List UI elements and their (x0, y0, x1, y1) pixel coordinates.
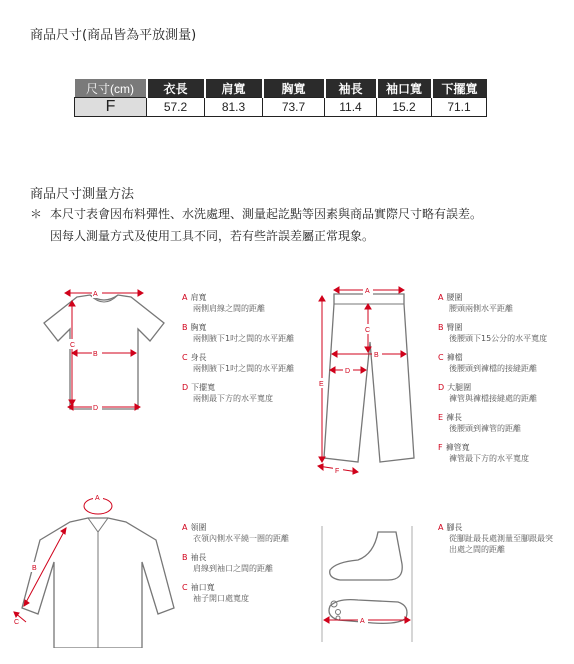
legend-item: B 袖長 肩線到袖口之間的距離 (182, 553, 273, 573)
section-title-method: 商品尺寸測量方法 (30, 187, 135, 202)
legend-item: B 臀圍 後腰頭下15公分的水平寬度 (438, 323, 548, 343)
shirt-diagram (8, 488, 180, 648)
note-mark: ＊ (30, 207, 43, 221)
legend-item: A 領圍 衣領內側水平繞一圈的距離 (182, 523, 289, 543)
note-line-1: 本尺寸表會因布料彈性、水洗處理、測量起訖點等因素與商品實際尺寸略有誤差。 (50, 207, 483, 221)
tshirt-label-a: A (93, 291, 98, 298)
foot-diagram (318, 524, 418, 644)
value-cell: 15.2 (377, 98, 432, 117)
legend-item: C 身長 兩側腋下1吋之間的水平距離 (182, 353, 295, 373)
header-cell: 下擺寬 (432, 79, 487, 98)
pants-label-f: F (335, 468, 340, 475)
header-cell: 肩寬 (205, 79, 263, 98)
shirt-label-b: B (32, 565, 37, 572)
pants-diagram (308, 282, 428, 482)
pants-label-e: E (319, 381, 324, 388)
pants-label-d: D (345, 368, 351, 375)
header-cell: 胸寬 (263, 79, 325, 98)
legend-item: A 腳長 從腳趾最長處測量至腳跟最突出處之間的距離 (438, 523, 553, 554)
header-cell: 袖長 (325, 79, 377, 98)
header-cell: 尺寸(cm) (75, 79, 147, 98)
legend-item: D 大腿圍 褲管與褲檔接縫處的距離 (438, 383, 537, 403)
legend-item: F 褲管寬 褲管最下方的水平寬度 (438, 443, 529, 463)
legend-item: B 胸寬 兩側腋下1吋之間的水平距離 (182, 323, 295, 343)
value-cell: 11.4 (325, 98, 377, 117)
tshirt-label-d: D (93, 405, 99, 412)
section-title-size: 商品尺寸(商品皆為平放測量) (30, 28, 197, 43)
size-table (74, 79, 487, 117)
measurement-note (30, 203, 570, 247)
legend-item: C 褲檔 後腰頭到褲檔的接縫距離 (438, 353, 537, 373)
shirt-legend (182, 522, 312, 612)
tshirt-label-b: B (93, 351, 98, 358)
tshirt-legend (182, 292, 312, 412)
foot-legend (438, 522, 556, 563)
pants-label-a: A (365, 288, 370, 295)
legend-item: D 下擺寬 兩側最下方的水平寬度 (182, 383, 273, 403)
legend-item: A 腰圍 腰頭兩側水平距離 (438, 293, 513, 313)
foot-label-a: A (360, 618, 365, 625)
shirt-label-c: C (14, 619, 20, 626)
note-line-2: 因每人測量方式及使用工具不同，若有些許誤差屬正常現象。 (50, 229, 375, 243)
legend-item: E 褲長 後腰頭到褲管的距離 (438, 413, 521, 433)
legend-item: A 肩寬 兩側肩線之間的距離 (182, 293, 265, 313)
size-table-row (75, 98, 487, 117)
tshirt-diagram (32, 283, 177, 413)
pants-label-b: B (374, 352, 379, 359)
value-cell: 57.2 (147, 98, 205, 117)
pants-label-c: C (365, 327, 371, 334)
header-cell: 袖口寬 (377, 79, 432, 98)
value-cell: 71.1 (432, 98, 487, 117)
header-cell: 衣長 (147, 79, 205, 98)
size-cell: F (75, 98, 147, 117)
value-cell: 73.7 (263, 98, 325, 117)
tshirt-label-c: C (70, 342, 76, 349)
legend-item: C 袖口寬 袖子開口處寬度 (182, 583, 249, 603)
pants-legend (438, 292, 572, 472)
shirt-label-a: A (95, 495, 100, 502)
size-table-header (75, 79, 487, 98)
value-cell: 81.3 (205, 98, 263, 117)
